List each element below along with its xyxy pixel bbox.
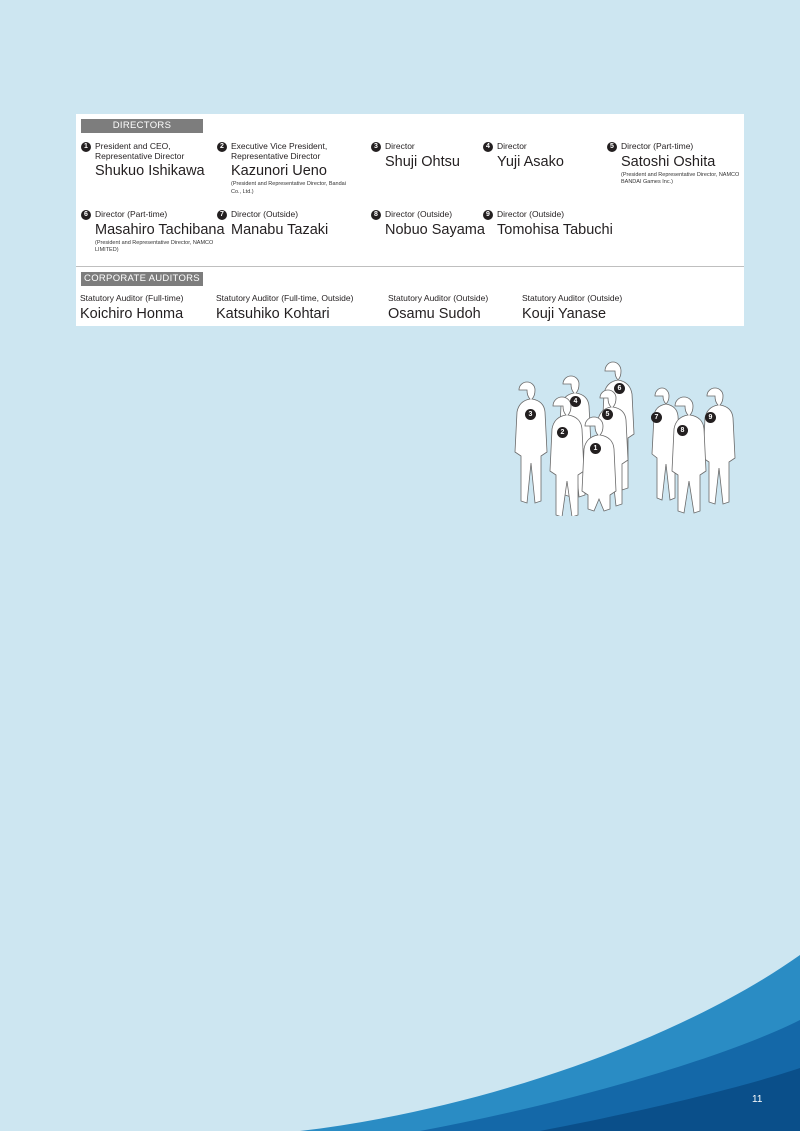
photo-marker-2: 2 [557, 427, 568, 438]
auditor-title: Statutory Auditor (Outside) [388, 293, 489, 303]
auditor-name: Koichiro Honma [80, 306, 184, 322]
group-photo-silhouette [505, 356, 740, 516]
director-name: Kazunori Ueno [231, 163, 327, 179]
auditor-2 [216, 293, 353, 323]
auditor-name: Katsuhiko Kohtari [216, 306, 330, 322]
director-title: Director (Outside) [385, 209, 453, 219]
director-title: Director (Part-time) [95, 209, 168, 219]
section-divider [76, 266, 744, 267]
auditor-name: Osamu Sudoh [388, 306, 481, 322]
auditor-1 [80, 293, 183, 323]
photo-marker-9: 9 [705, 412, 716, 423]
auditor-title: Statutory Auditor (Full-time, Outside) [216, 293, 354, 303]
director-title: Director (Outside) [497, 209, 565, 219]
director-6 [81, 209, 225, 255]
photo-marker-7: 7 [651, 412, 662, 423]
director-title: President and CEO, Representative Director [95, 141, 185, 161]
auditor-4 [522, 293, 622, 323]
director-name: Satoshi Oshita [621, 153, 716, 170]
director-title: Director [385, 141, 415, 151]
director-title: Director (Outside) [231, 209, 299, 219]
director-3 [371, 142, 481, 171]
number-badge-6: 6 [81, 210, 91, 220]
director-note: (President and Representative Director, NAMCO BANDAI Games Inc.) [621, 171, 740, 185]
director-name: Tomohisa Tabuchi [497, 221, 613, 238]
director-title: Director [497, 141, 527, 151]
director-1 [81, 142, 211, 180]
auditor-3 [388, 293, 488, 323]
auditor-name: Kouji Yanase [522, 306, 607, 322]
director-note: (President and Representative Director, NAMCO LIMITED) [95, 239, 214, 253]
director-title: Executive Vice President, Representative Director [231, 141, 328, 161]
number-badge-5: 5 [607, 142, 617, 152]
number-badge-7: 7 [217, 210, 227, 220]
number-badge-1: 1 [81, 142, 91, 152]
director-7 [217, 210, 352, 239]
director-name: Shuji Ohtsu [385, 153, 460, 170]
number-badge-2: 2 [217, 142, 227, 152]
number-badge-9: 9 [483, 210, 493, 220]
directors-label: DIRECTORS [81, 119, 203, 133]
photo-marker-1: 1 [590, 443, 601, 454]
director-name: Shukuo Ishikawa [95, 163, 205, 179]
director-name: Nobuo Sayama [385, 221, 485, 238]
photo-marker-5: 5 [602, 409, 613, 420]
director-note: (President and Representative Director, Bandai Co., Ltd.) [231, 181, 346, 195]
director-title: Director (Part-time) [621, 141, 694, 151]
photo-marker-8: 8 [677, 425, 688, 436]
number-badge-3: 3 [371, 142, 381, 152]
director-5 [607, 142, 743, 187]
photo-marker-3: 3 [525, 409, 536, 420]
director-name: Yuji Asako [497, 153, 564, 170]
photo-marker-4: 4 [570, 396, 581, 407]
director-9 [483, 210, 623, 239]
auditors-label: CORPORATE AUDITORS [81, 272, 203, 286]
number-badge-8: 8 [371, 210, 381, 220]
auditor-title: Statutory Auditor (Full-time) [80, 293, 184, 303]
page-number: 11 [752, 1094, 763, 1105]
director-name: Manabu Tazaki [231, 221, 329, 238]
director-name: Masahiro Tachibana [95, 221, 225, 238]
director-8 [371, 209, 485, 239]
director-2 [217, 142, 352, 196]
photo-marker-6: 6 [614, 383, 625, 394]
number-badge-4: 4 [483, 142, 493, 152]
auditor-title: Statutory Auditor (Outside) [522, 293, 623, 303]
director-4 [483, 142, 593, 171]
